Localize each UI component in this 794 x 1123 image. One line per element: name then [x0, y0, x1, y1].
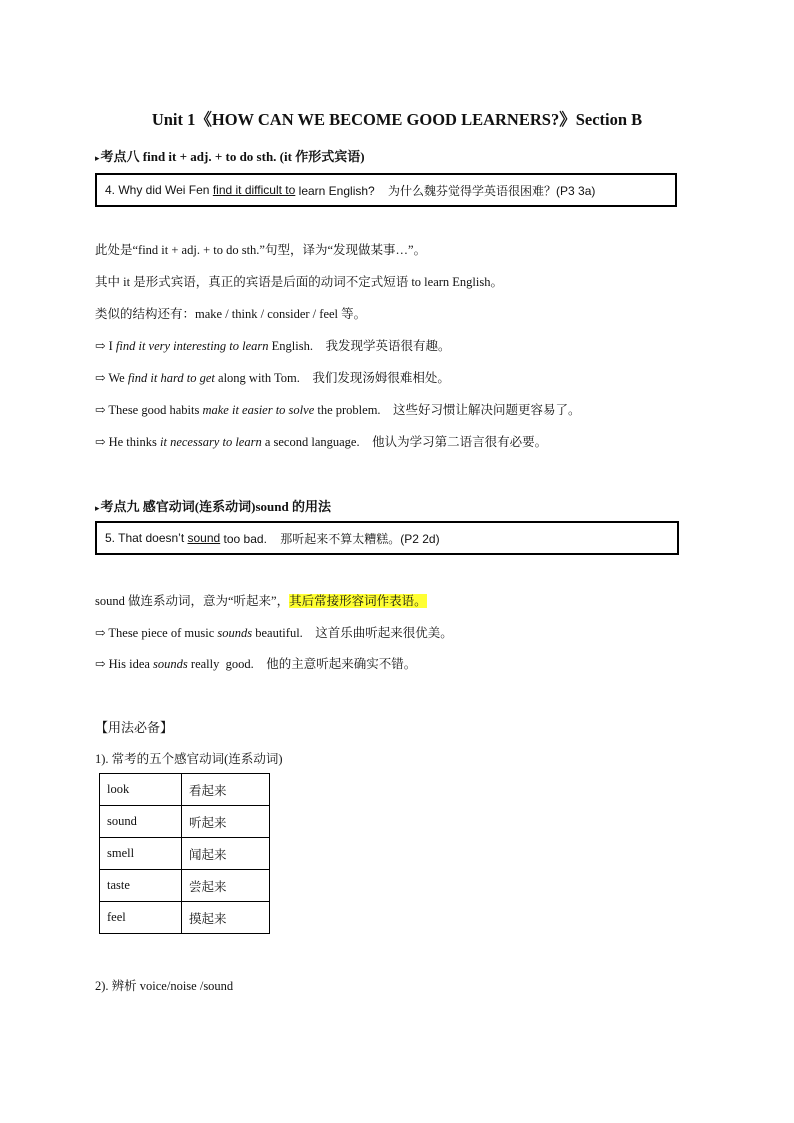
- point8-example-3: [95, 400, 581, 418]
- table-row: [100, 774, 270, 806]
- example-text: We: [105, 371, 128, 385]
- example-text: These piece of music: [105, 626, 218, 640]
- example-phrase: make it easier to solve: [202, 403, 315, 417]
- arrow-icon: ⇨: [95, 403, 106, 417]
- usage-sub2: 2). 辨析 voice/noise /sound: [95, 979, 234, 993]
- example-text: a second language. 他认为学习第二语言很有必要。: [261, 435, 548, 449]
- triangle-marker: ▸: [95, 153, 100, 163]
- table-cell: 摸起来: [182, 902, 270, 934]
- point8-explanation-3: 类似的结构还有：make / think / consider / feel 等。: [95, 307, 367, 321]
- table-cell: taste: [100, 870, 182, 902]
- table-cell: feel: [100, 902, 182, 934]
- example-text: really good. 他的主意听起来确实不错。: [187, 657, 417, 671]
- arrow-icon: ⇨: [95, 339, 106, 353]
- table-cell: 看起来: [182, 774, 270, 806]
- example-text: His idea: [105, 657, 154, 671]
- table-row: [100, 806, 270, 838]
- usage-heading: 【用法必备】: [95, 720, 174, 735]
- table-cell: 听起来: [182, 806, 270, 838]
- table-row: [100, 902, 270, 934]
- example-text: beautiful. 这首乐曲听起来很优美。: [252, 626, 453, 640]
- table-cell: 闻起来: [182, 838, 270, 870]
- point9-example-1: [95, 623, 453, 641]
- point8-explanation-2: 其中 it 是形式宾语，真正的宾语是后面的动词不定式短语 to learn English。: [95, 275, 503, 289]
- table-cell: look: [100, 774, 182, 806]
- example-text: I: [105, 339, 116, 353]
- arrow-icon: ⇨: [95, 626, 106, 640]
- table-row: [100, 838, 270, 870]
- triangle-marker: ▸: [95, 503, 100, 513]
- point8-heading-text: 考点八 find it + adj. + to do sth. (it 作形式宾语): [100, 149, 365, 164]
- table-row: [100, 870, 270, 902]
- example-text: These good habits: [105, 403, 203, 417]
- point9-heading-text: 考点九 感官动词(连系动词)sound 的用法: [100, 499, 331, 514]
- table-cell: smell: [100, 838, 182, 870]
- arrow-icon: ⇨: [95, 371, 106, 385]
- point8-example-2: [95, 368, 450, 386]
- explanation-text: sound 做连系动词，意为“听起来”，: [95, 594, 290, 608]
- page-title: Unit 1《HOW CAN WE BECOME GOOD LEARNERS?》Section B: [151, 110, 643, 129]
- usage-sub1: 1). 常考的五个感官动词(连系动词): [95, 752, 283, 766]
- example-text: the problem. 这些好习惯让解决问题更容易了。: [314, 403, 581, 417]
- sense-verbs-table: [99, 773, 270, 934]
- box-text-underlined: find it difficult to: [212, 183, 296, 197]
- point9-example-box: [95, 521, 679, 555]
- point8-example-4: [95, 432, 547, 450]
- point9-heading: [95, 496, 331, 515]
- table-cell: 尝起来: [182, 870, 270, 902]
- table-cell: sound: [100, 806, 182, 838]
- example-text: along with Tom. 我们发现汤姆很难相处。: [214, 371, 450, 385]
- example-phrase: find it very interesting to learn: [115, 339, 269, 353]
- box-text-pre: 4. Why did Wei Fen: [105, 183, 213, 197]
- point8-heading: [95, 146, 365, 165]
- example-text: He thinks: [105, 435, 160, 449]
- point9-example-2: [95, 654, 416, 672]
- example-phrase: it necessary to learn: [160, 435, 262, 449]
- highlighted-text: 其后常接形容词作表语。: [289, 594, 427, 608]
- box-text-post: too bad. 那听起来不算太糟糕。(P2 2d): [220, 531, 440, 546]
- point8-example-box: [95, 173, 677, 207]
- point8-explanation-1: 此处是“find it + adj. + to do sth.”句型，译为“发现做某事…”。: [95, 243, 427, 257]
- box-text-underlined: sound: [187, 531, 221, 545]
- example-phrase: find it hard to get: [127, 371, 215, 385]
- box-text-post: learn English? 为什么魏芬觉得学英语很困难？(P3 3a): [295, 183, 596, 198]
- example-phrase: sounds: [217, 626, 253, 640]
- example-text: English. 我发现学英语很有趣。: [268, 339, 451, 353]
- example-phrase: sounds: [153, 657, 188, 671]
- arrow-icon: ⇨: [95, 435, 106, 449]
- box-text-pre: 5. That doesn’t: [105, 531, 188, 545]
- point9-explanation: [95, 591, 427, 609]
- arrow-icon: ⇨: [95, 657, 106, 671]
- point8-example-1: [95, 336, 451, 354]
